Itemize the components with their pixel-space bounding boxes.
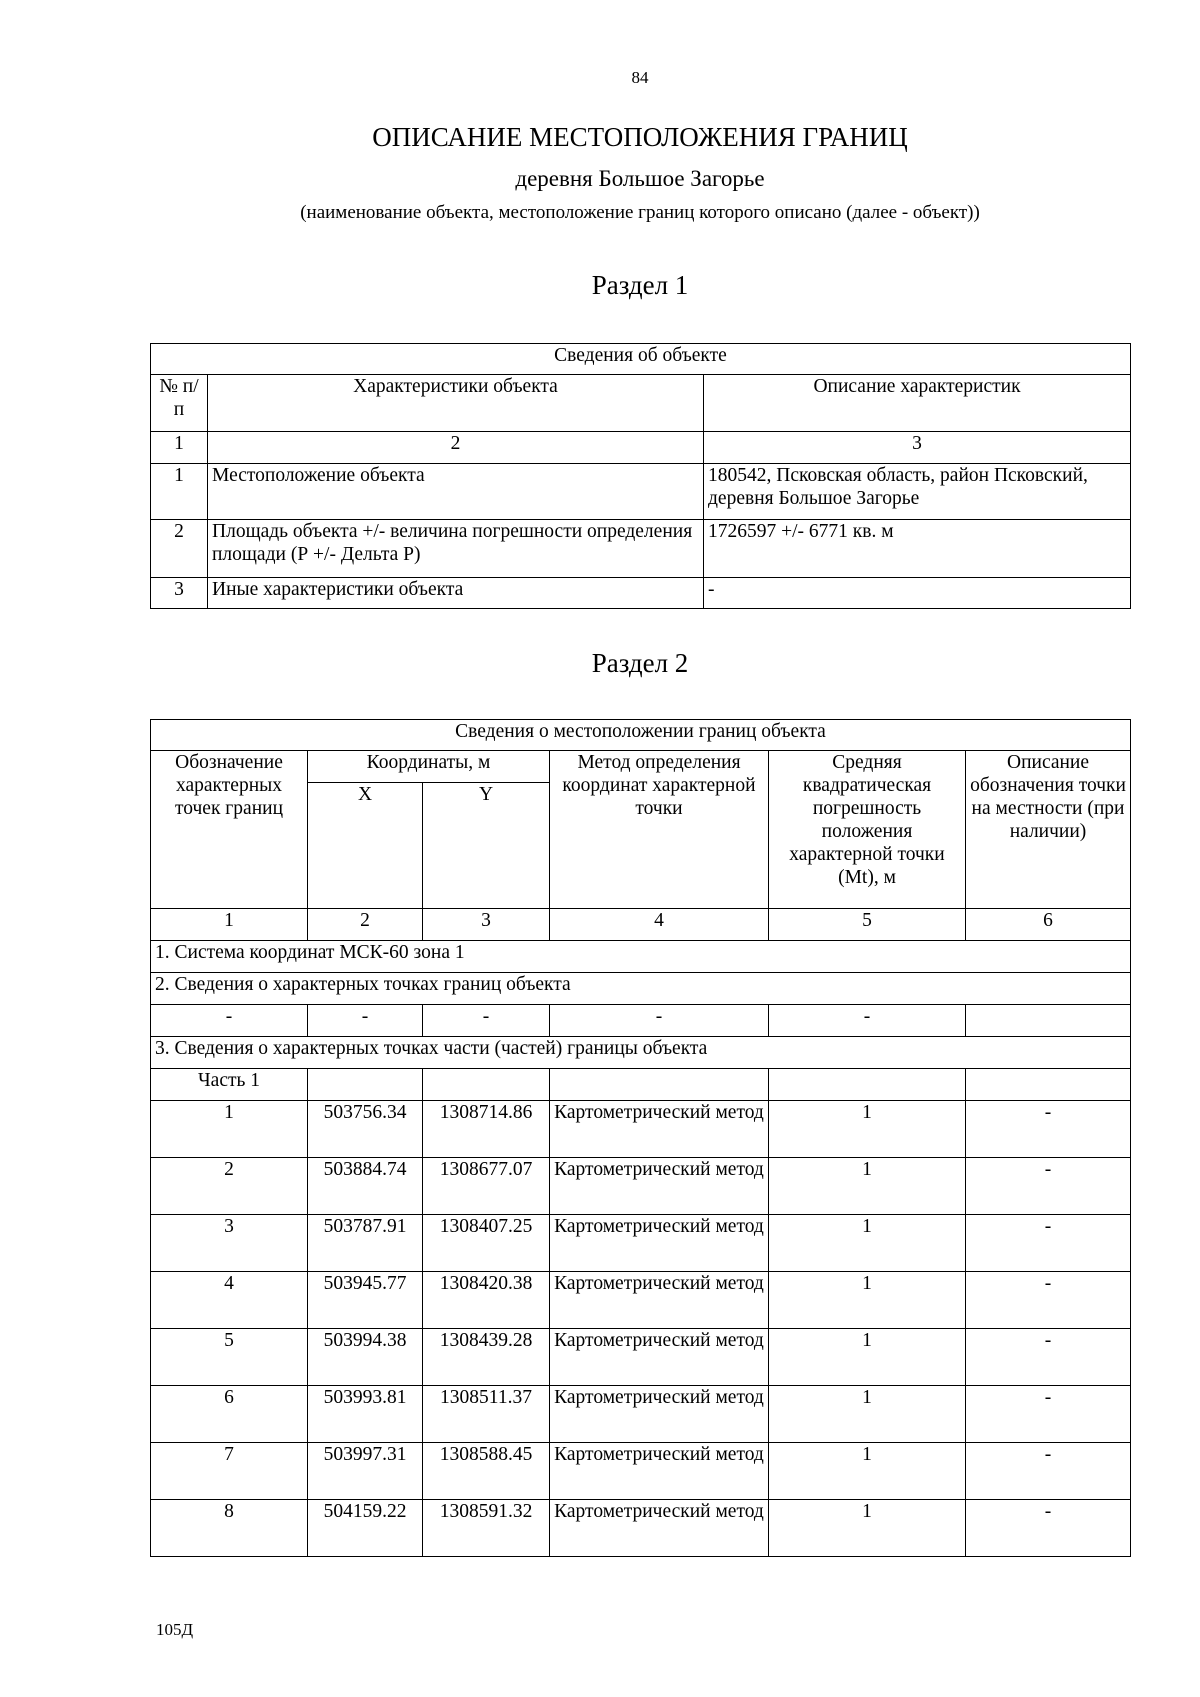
page-number: 84 [631,68,649,87]
table-title: Сведения о местоположении границ объекта [151,720,1131,751]
object-info-table [150,343,1131,609]
table-row [151,1215,1131,1272]
point-description: - [966,1329,1131,1386]
point-number: 6 [151,1386,308,1443]
mean-square-error: 1 [769,1272,966,1329]
coordinate-y: 1308511.37 [423,1386,550,1443]
determination-method: Картометрический метод [550,1101,769,1158]
point-description: - [966,1215,1131,1272]
column-header-number: № п/п [151,375,208,432]
coordinate-y: 1308588.45 [423,1443,550,1500]
determination-method: Картометрический метод [550,1329,769,1386]
determination-method: Картометрический метод [550,1386,769,1443]
determination-method: Картометрический метод [550,1272,769,1329]
column-number: 2 [208,432,704,464]
column-number: 2 [308,909,423,941]
section-2-heading: Раздел 2 [591,648,689,678]
footer-code: 105Д [156,1620,194,1639]
column-number: 5 [769,909,966,941]
column-number: 4 [550,909,769,941]
column-number: 1 [151,432,208,464]
coordinate-x: 503756.34 [308,1101,423,1158]
column-header-method: Метод определения координат характерной точки [550,751,769,909]
coordinate-y: 1308591.32 [423,1500,550,1557]
point-number: 8 [151,1500,308,1557]
characteristic-name: Площадь объекта +/- величина погрешности определения площади (Р +/- Дельта Р) [208,520,704,578]
coordinate-y: 1308677.07 [423,1158,550,1215]
table-title: Сведения об объекте [151,344,1131,375]
object-name: деревня Большое Загорье [515,166,765,191]
table-row [151,1101,1131,1158]
table-row [151,1443,1131,1500]
coordinate-x: 503787.91 [308,1215,423,1272]
table-row [151,1329,1131,1386]
row-number: 2 [151,520,208,578]
part-points-subheading: 3. Сведения о характерных точках части (частей) границы объекта [151,1037,1131,1069]
mean-square-error: 1 [769,1215,966,1272]
boundary-points-table [150,719,1131,1557]
mean-square-error: 1 [769,1500,966,1557]
coordinate-x: 503997.31 [308,1443,423,1500]
table-row [151,1386,1131,1443]
dash-cell: - [769,1005,966,1037]
coordinate-x: 503994.38 [308,1329,423,1386]
column-header-x: X [308,783,423,909]
mean-square-error: 1 [769,1101,966,1158]
coordinate-y: 1308714.86 [423,1101,550,1158]
dash-cell: - [550,1005,769,1037]
column-number: 3 [704,432,1131,464]
column-header-characteristics: Характеристики объекта [208,375,704,432]
mean-square-error: 1 [769,1443,966,1500]
determination-method: Картометрический метод [550,1158,769,1215]
point-number: 1 [151,1101,308,1158]
column-number: 6 [966,909,1131,941]
column-header-error: Средняя квадратическая погрешность положения характерной точки (Mt), м [769,751,966,909]
determination-method: Картометрический метод [550,1215,769,1272]
mean-square-error: 1 [769,1158,966,1215]
dash-cell: - [151,1005,308,1037]
document-title: ОПИСАНИЕ МЕСТОПОЛОЖЕНИЯ ГРАНИЦ [372,122,908,152]
point-description: - [966,1101,1131,1158]
point-description: - [966,1443,1131,1500]
dash-cell: - [308,1005,423,1037]
mean-square-error: 1 [769,1386,966,1443]
part-label: Часть 1 [151,1069,308,1101]
coordinate-x: 504159.22 [308,1500,423,1557]
coordinate-system-row: 1. Система координат МСК-60 зона 1 [151,941,1131,973]
table-row [151,520,1131,578]
column-header-designation: Обозначение характерных точек границ [151,751,308,909]
point-number: 7 [151,1443,308,1500]
table-row [151,1272,1131,1329]
column-header-coordinates: Координаты, м [308,751,550,783]
row-number: 3 [151,578,208,609]
empty-data-row [151,1005,1131,1037]
column-header-point-description: Описание обозначения точки на местности (при наличии) [966,751,1131,909]
point-number: 5 [151,1329,308,1386]
table-row [151,578,1131,609]
column-number: 1 [151,909,308,941]
mean-square-error: 1 [769,1329,966,1386]
characteristic-value: 180542, Псковская область, район Псковский, деревня Большое Загорье [704,464,1131,520]
point-number: 3 [151,1215,308,1272]
section-1-heading: Раздел 1 [591,270,689,300]
point-number: 2 [151,1158,308,1215]
coordinate-y: 1308407.25 [423,1215,550,1272]
table-row [151,1500,1131,1557]
boundary-points-subheading: 2. Сведения о характерных точках границ объекта [151,973,1131,1005]
column-header-description: Описание характеристик [704,375,1131,432]
point-description: - [966,1500,1131,1557]
table-row [151,1158,1131,1215]
object-name-caption: (наименование объекта, местоположение границ которого описано (далее - объект)) [300,202,980,223]
characteristic-name: Иные характеристики объекта [208,578,704,609]
coordinate-x: 503945.77 [308,1272,423,1329]
determination-method: Картометрический метод [550,1500,769,1557]
point-description: - [966,1272,1131,1329]
row-number: 1 [151,464,208,520]
characteristic-value: - [704,578,1131,609]
column-number: 3 [423,909,550,941]
dash-cell: - [423,1005,550,1037]
point-description: - [966,1386,1131,1443]
dash-cell [966,1005,1131,1037]
point-description: - [966,1158,1131,1215]
column-header-y: Y [423,783,550,909]
determination-method: Картометрический метод [550,1443,769,1500]
point-number: 4 [151,1272,308,1329]
coordinate-y: 1308439.28 [423,1329,550,1386]
coordinate-y: 1308420.38 [423,1272,550,1329]
coordinate-x: 503884.74 [308,1158,423,1215]
points-list [151,1101,1131,1557]
table-row [151,464,1131,520]
coordinate-x: 503993.81 [308,1386,423,1443]
characteristic-value: 1726597 +/- 6771 кв. м [704,520,1131,578]
characteristic-name: Местоположение объекта [208,464,704,520]
